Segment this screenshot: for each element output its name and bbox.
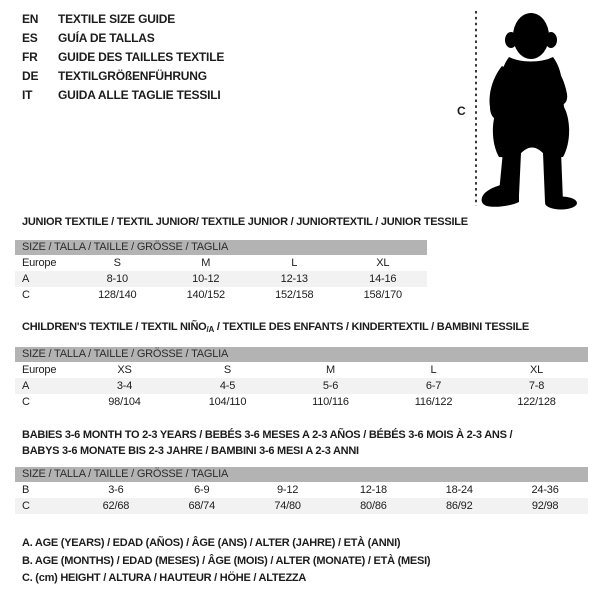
row-label: B [22,484,30,496]
table-row-europe [15,255,427,271]
height-measure-label: C [457,104,466,118]
junior-table-title: JUNIOR TEXTILE / TEXTIL JUNIOR/ TEXTILE JUNIOR / JUNIORTEXTIL / JUNIOR TESSILE [22,216,468,228]
note-age-months: B. AGE (MONTHS) / EDAD (MESES) / ÂGE (MOIS) / ALTER (MONATE) / ETÀ (MESI) [22,554,431,567]
language-code: ES [22,31,38,45]
language-row-fr [22,48,224,67]
cell: S [223,364,232,376]
cell: 122/128 [517,396,556,408]
row-label: C [22,500,30,512]
language-row-es [22,29,224,48]
title-text: CHILDREN'S TEXTILE / TEXTIL NIÑO [22,321,207,333]
legend-notes [22,535,430,588]
note-height-cm: C. (cm) HEIGHT / ALTURA / HAUTEUR / HÖHE / ALTEZZA [22,572,307,584]
cell: XS [117,364,132,376]
cell: 128/140 [98,289,137,301]
cell: 24-36 [531,484,559,496]
language-list [22,10,224,105]
row-label: C [22,289,30,301]
table-row-height [15,287,427,303]
cell: XL [529,364,544,376]
language-code: FR [22,50,38,64]
cell: 9-12 [276,484,299,496]
cell: 18-24 [445,484,473,496]
title-line-2: BABYS 3-6 MONATE BIS 2-3 JAHRE / BAMBINI 3-6 MESI A 2-3 ANNI [22,445,359,457]
language-code: IT [22,88,33,102]
table-row-europe [15,362,588,378]
cell: 6-7 [425,380,442,392]
table-row-height [15,394,588,410]
cell: L [430,364,437,376]
title-text: / TEXTILE DES ENFANTS / KINDERTEXTIL / BAMBINI TESSILE [214,321,529,333]
cell: 62/68 [102,500,130,512]
cell: 86/92 [445,500,473,512]
cell: 158/170 [363,289,402,301]
cell: M [326,364,335,376]
language-title: GUÍA DE TALLAS [58,31,155,45]
cell: 140/152 [186,289,225,301]
table-row-age [15,271,427,287]
row-label: Europe [22,257,57,269]
cell: 3-6 [108,484,124,496]
cell: XL [376,257,390,269]
cell: 12-18 [359,484,387,496]
cell: M [201,257,211,269]
language-row-it [22,86,224,105]
cell: 68/74 [188,500,215,512]
row-label: A [22,380,30,392]
junior-size-table [15,216,468,303]
cell: 104/110 [208,396,247,408]
size-header-bar: SIZE / TALLA / TAILLE / GRÖSSE / TAGLIA [15,347,588,362]
cell: 152/158 [275,289,314,301]
cell: 8-10 [106,273,128,285]
cell: 6-9 [194,484,210,496]
language-row-en [22,10,224,29]
babies-table-title [15,427,588,459]
row-label: A [22,273,30,285]
row-label: Europe [22,364,57,376]
babies-size-table [15,427,588,514]
cell: 80/86 [360,500,387,512]
cell: 74/80 [274,500,301,512]
language-title: GUIDA ALLE TAGLIE TESSILI [58,88,221,102]
cell: 4-5 [219,380,236,392]
table-row-age-months [15,482,588,498]
language-code: EN [22,12,39,26]
children-size-table [15,321,588,410]
language-title: TEXTILE SIZE GUIDE [58,12,176,26]
baby-silhouette-icon [455,5,600,210]
cell: 98/104 [108,396,141,408]
language-row-de [22,67,224,86]
cell: 116/122 [414,396,453,408]
title-subscript: /A [206,325,215,334]
table-row-height [15,498,588,514]
cell: 12-13 [280,273,308,285]
cell: 14-16 [369,273,397,285]
cell: 92/98 [531,500,559,512]
size-header-bar: SIZE / TALLA / TAILLE / GRÖSSE / TAGLIA [15,240,427,255]
cell: 3-4 [116,380,133,392]
language-title: GUIDE DES TAILLES TEXTILE [58,50,225,64]
cell: 110/116 [312,396,349,408]
row-label: C [22,396,30,408]
title-line-1: BABIES 3-6 MONTH TO 2-3 YEARS / BEBÉS 3-6 MESES A 2-3 AÑOS / BÉBÉS 3-6 MOIS À 2-3 ANS / [22,429,513,441]
cell: L [291,257,298,269]
table-row-age [15,378,588,394]
language-code: DE [22,69,39,83]
height-measure-figure [455,5,600,210]
note-age-years: A. AGE (YEARS) / EDAD (AÑOS) / ÂGE (ANS) / ALTER (JAHRE) / ETÀ (ANNI) [22,537,401,549]
cell: S [113,257,121,269]
children-table-title [15,321,588,336]
cell: 10-12 [192,273,220,285]
language-title: TEXTILGRÖßENFÜHRUNG [58,69,207,83]
cell: 5-6 [322,380,339,392]
size-header-bar: SIZE / TALLA / TAILLE / GRÖSSE / TAGLIA [15,467,588,482]
cell: 7-8 [528,380,545,392]
